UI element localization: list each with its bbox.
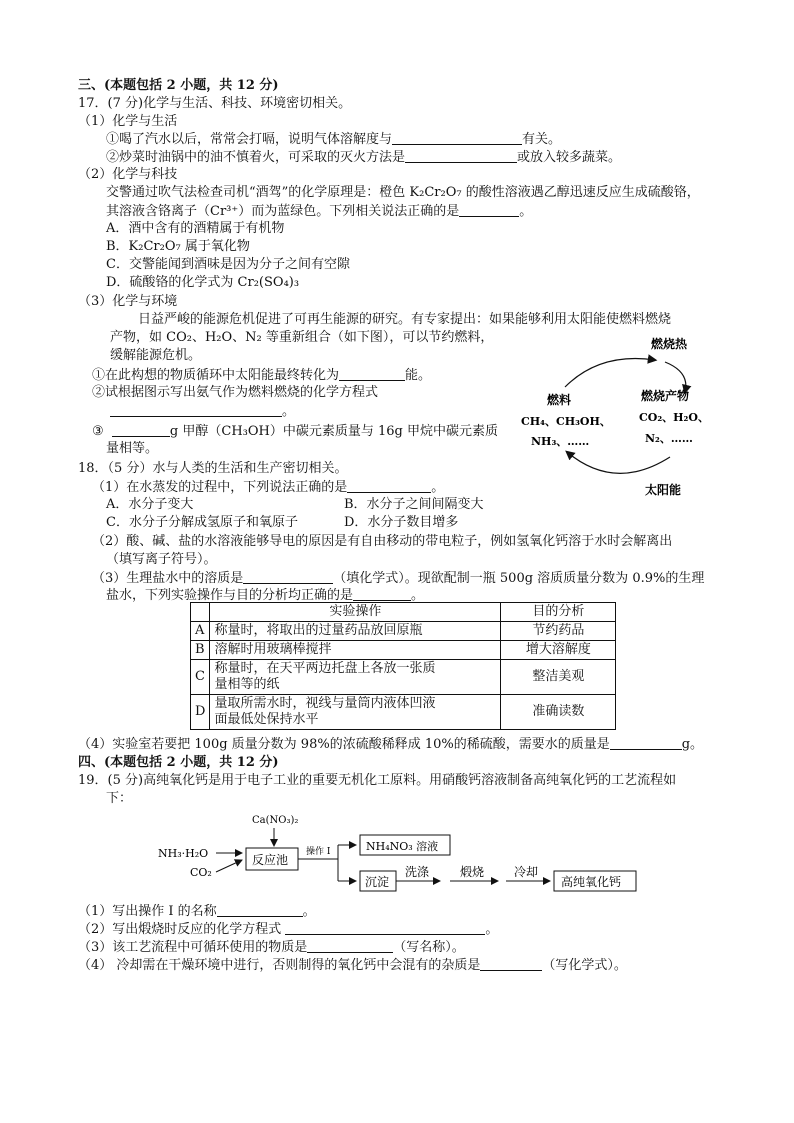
q19-part4: （4） 冷却需在干燥环境中进行，否则制得的氧化钙中会混有的杂质是 （写化学式）。 (78, 958, 627, 973)
cycle-top-label: 燃烧热 (651, 337, 688, 351)
answer-blank[interactable] (285, 921, 485, 935)
q18-option-d: D．水分子数目增多 (344, 515, 459, 530)
row-operation: 溶解时用玻璃棒搅拌 (210, 641, 501, 660)
input-calcium-nitrate: Ca(NO₃)₂ (252, 815, 299, 826)
cycle-product-label: 燃烧产物 (641, 389, 690, 403)
cycle-fuel-list2: NH₃、…… (531, 435, 590, 448)
q18-part3-line1: （3）生理盐水中的溶质是 （填化学式）。现欲配制一瓶 500g 溶质质量分数为 0.9%的生理 (92, 571, 705, 586)
q19-stem-line2: 下： (106, 791, 133, 806)
q18-option-c: C．水分子分解成氢原子和氧原子 (106, 515, 298, 530)
q17-sub3-cont: 量相等。 (106, 441, 159, 456)
section-3-title: 三、(本题包括 2 小题，共 12 分) (78, 78, 279, 93)
q17-part2-line1: 交警通过吹气法检查司机“酒驾”的化学原理是：橙色 K₂Cr₂O₇ 的酸性溶液遇乙醇迅速反应生成硫酸铬， (106, 185, 700, 200)
q17-part1-line1: ①喝了汽水以后，常常会打嗝，说明气体溶解度与 有关。 (106, 132, 562, 147)
energy-cycle-diagram (505, 332, 715, 502)
cycle-product-list2: N₂、…… (645, 432, 693, 445)
q17-part1-line2: ②炒菜时油锅中的油不慎着火，可采取的灭火方法是 或放入较多蔬菜。 (106, 150, 622, 165)
row-key: B (191, 641, 210, 660)
q18-option-a: A．水分子变大 (106, 497, 194, 512)
reactor-label: 反应池 (252, 853, 289, 867)
row-operation: 称量时，在天平两边托盘上各放一张质 量相等的纸 (210, 660, 501, 695)
answer-blank[interactable] (307, 939, 393, 953)
wash-label: 洗涤 (405, 865, 430, 879)
cool-label: 冷却 (514, 865, 539, 879)
q17-part3-line1: 日益严峻的能源危机促进了可再生能源的研究。有专家提出：如果能够利用太阳能使燃料燃烧 (138, 312, 672, 327)
product-label: 高纯氧化钙 (561, 875, 622, 889)
q18-part4: （4）实验室若要把 100g 质量分数为 98%的浓硫酸稀释成 10%的稀硫酸，需要水的质量是 g。 (78, 737, 704, 752)
answer-blank[interactable] (405, 149, 517, 163)
cycle-fuel-label: 燃料 (547, 393, 572, 407)
precipitate-label: 沉淀 (365, 875, 390, 889)
row-aim: 增大溶解度 (501, 641, 616, 660)
q19-stem-line1: 19．(5 分)高纯氧化钙是用于电子工业的重要无机化工原料。用硝酸钙溶液制备高纯氧化钙的工艺流程如 (78, 773, 677, 788)
table-row (191, 660, 616, 695)
table-header-row (191, 603, 616, 622)
q17-part1-head: （1）化学与生活 (78, 114, 178, 129)
row-aim: 节约药品 (501, 622, 616, 641)
nh4no3-label: NH₄NO₃ 溶液 (366, 840, 439, 853)
row-operation: 量取所需水时，视线与量筒内液体凹液 面最低处保持水平 (210, 695, 501, 730)
cycle-bottom-label: 太阳能 (645, 483, 682, 497)
q17-option-b: B．K₂Cr₂O₇ 属于氧化物 (106, 239, 250, 254)
answer-blank[interactable] (392, 131, 522, 145)
answer-blank[interactable] (243, 570, 333, 584)
operation-1-label: 操作 I (306, 847, 331, 857)
q17-sub1: ①在此构想的物质循环中太阳能最终转化为 能。 (92, 368, 432, 383)
q18-part1: （1）在水蒸发的过程中，下列说法正确的是 。 (92, 480, 445, 495)
answer-blank[interactable] (217, 903, 303, 917)
table-header-aim: 目的分析 (501, 603, 616, 622)
cycle-arrow-right (665, 362, 686, 392)
q17-part2-head: （2）化学与科技 (78, 167, 178, 182)
cycle-product-list1: CO₂、H₂O、 (639, 411, 709, 424)
q17-stem: 17．(7 分)化学与生活、科技、环境密切相关。 (78, 96, 352, 111)
section-4-title: 四、(本题包括 2 小题，共 12 分) (78, 755, 279, 770)
input-ammonia-water: NH₃·H₂O (158, 847, 209, 860)
table-row (191, 622, 616, 641)
answer-blank[interactable] (610, 736, 682, 750)
row-aim: 整洁美观 (501, 660, 616, 695)
row-key: A (191, 622, 210, 641)
q18-stem: 18．（5 分）水与人类的生活和生产密切相关。 (78, 461, 348, 476)
row-key: C (191, 660, 210, 695)
q17-option-a: A．酒中含有的酒精属于有机物 (106, 221, 285, 236)
row-key: D (191, 695, 210, 730)
answer-blank[interactable] (347, 479, 431, 493)
table-header-operation: 实验操作 (210, 603, 501, 622)
q18-part2-line1: （2）酸、碱、盐的水溶液能够导电的原因是有自由移动的带电粒子，例如氢氧化钙溶于水时会解离出 (92, 534, 673, 549)
answer-blank[interactable] (480, 957, 542, 971)
answer-blank[interactable] (112, 423, 170, 437)
q19-part3: （3）该工艺流程中可循环使用的物质是 （写名称）。 (78, 940, 465, 955)
q17-option-c: C．交警能闻到酒味是因为分子之间有空隙 (106, 257, 350, 272)
table-header-key (191, 603, 210, 622)
q17-sub2-answer: 。 (110, 403, 295, 420)
q17-part3-head: （3）化学与环境 (78, 294, 178, 309)
process-flow-diagram (150, 808, 650, 898)
row-operation: 称量时，将取出的过量药品放回原瓶 (210, 622, 501, 641)
q19-part2: （2）写出煅烧时反应的化学方程式 。 (78, 922, 499, 937)
q18-option-b: B．水分子之间间隔变大 (344, 497, 484, 512)
experiment-table (190, 602, 616, 730)
answer-blank[interactable] (353, 587, 411, 601)
q19-part1: （1）写出操作 I 的名称 。 (78, 904, 316, 919)
input-co2: CO₂ (190, 866, 212, 879)
q18-part3-line2: 盐水，下列实验操作与目的分析均正确的是 。 (106, 588, 425, 603)
table-row (191, 695, 616, 730)
q17-part3-line3: 缓解能源危机。 (110, 348, 202, 363)
cycle-arrow-upper (565, 359, 655, 387)
answer-blank[interactable] (110, 403, 282, 417)
q17-sub3: ③ g 甲醇（CH₃OH）中碳元素质量与 16g 甲烷中碳元素质 (92, 424, 498, 439)
answer-blank[interactable] (459, 203, 519, 217)
q17-part2-line2: 其溶液含铬离子（Cr³⁺）而为蓝绿色。下列相关说法正确的是 。 (106, 204, 533, 219)
q17-part3-line2: 产物，如 CO₂、H₂O、N₂ 等重新组合（如下图），可以节约燃料， (110, 330, 494, 345)
q17-sub2: ②试根据图示写出氨气作为燃料燃烧的化学方程式 (92, 385, 379, 400)
cycle-fuel-list1: CH₄、CH₃OH、 (521, 415, 611, 428)
row-aim: 准确读数 (501, 695, 616, 730)
calcine-label: 煅烧 (460, 865, 485, 879)
q18-part2-line2: （填写离子符号）。 (106, 552, 217, 567)
q17-option-d: D．硫酸铬的化学式为 Cr₂(SO₄)₃ (106, 275, 300, 290)
cycle-arrow-lower (567, 452, 670, 473)
table-row (191, 641, 616, 660)
answer-blank[interactable] (339, 367, 405, 381)
